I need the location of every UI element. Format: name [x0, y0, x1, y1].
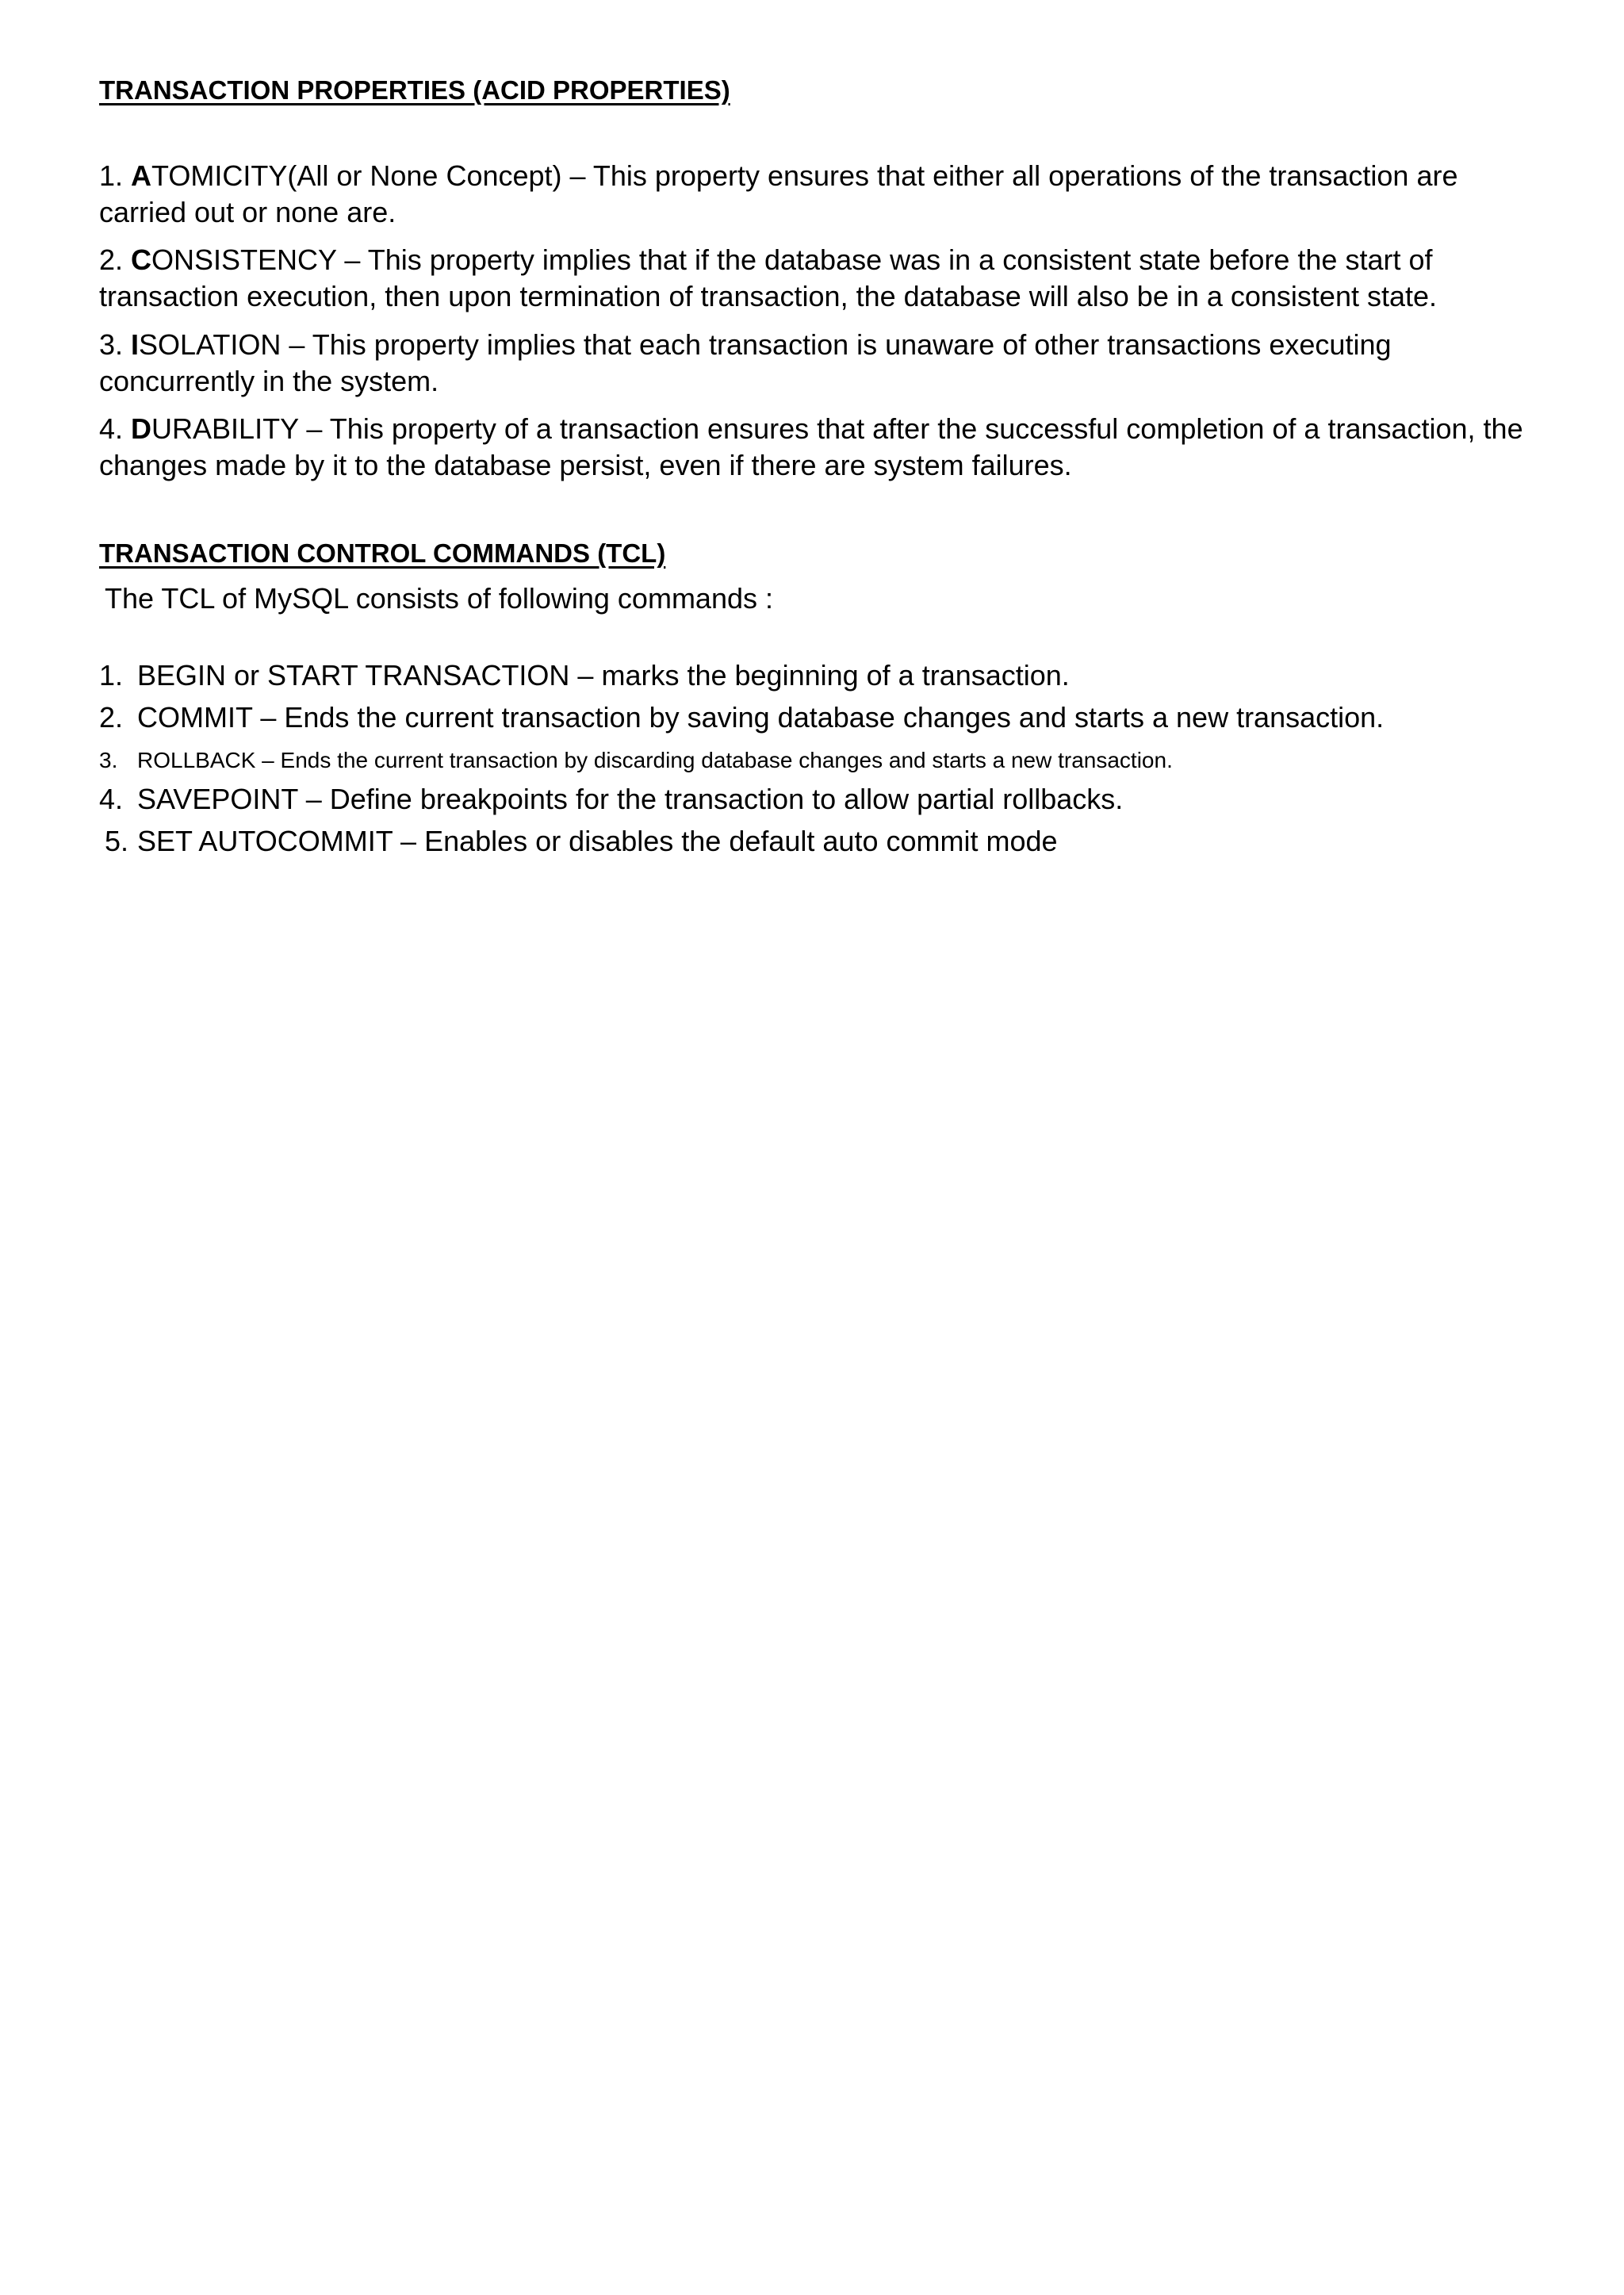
acid-heading: TRANSACTION PROPERTIES (ACID PROPERTIES): [99, 75, 730, 105]
acid-item-text: SOLATION – This property implies that each transaction is unaware of other transactions executing concurrently in the system.: [99, 328, 1392, 397]
tcl-item-text: COMMIT – Ends the current transaction by saving database changes and starts a new transaction.: [137, 701, 1385, 734]
acid-item-letter: C: [131, 243, 152, 276]
acid-item-text: ONSISTENCY – This property implies that if the database was in a consistent state before the start of transaction execution, then upon termination of transaction, the database will also be in a consistent state.: [99, 243, 1438, 312]
acid-item-durability: [99, 411, 1526, 484]
tcl-intro: The TCL of MySQL consists of following commands :: [105, 582, 773, 615]
tcl-item-commit: [99, 703, 1384, 732]
acid-item-atomicity: [99, 158, 1526, 231]
acid-item-consistency: [99, 242, 1526, 315]
acid-item-text: TOMICITY(All or None Concept) – This property ensures that either all operations of the transaction are carried out or none are.: [99, 159, 1458, 228]
tcl-item-number: 2.: [99, 701, 124, 734]
tcl-item-text: SAVEPOINT – Define breakpoints for the transaction to allow partial rollbacks.: [137, 783, 1124, 815]
acid-item-letter: D: [131, 412, 152, 445]
tcl-heading: TRANSACTION CONTROL COMMANDS (TCL): [99, 538, 666, 568]
tcl-item-savepoint: [99, 785, 1123, 814]
acid-item-letter: A: [131, 159, 152, 192]
tcl-item-begin: [99, 661, 1070, 690]
acid-item-number: 2.: [99, 243, 132, 276]
tcl-item-number: 4.: [99, 783, 124, 815]
tcl-item-number: 1.: [99, 659, 124, 692]
acid-item-isolation: [99, 327, 1526, 400]
tcl-item-text: BEGIN or START TRANSACTION – marks the beginning of a transaction.: [137, 659, 1070, 692]
tcl-item-rollback: [99, 749, 1173, 772]
tcl-item-number: 3.: [99, 748, 118, 772]
acid-item-text: URABILITY – This property of a transaction ensures that after the successful completion of a transaction, the changes made by it to the database persist, even if there are system failures.: [99, 412, 1523, 481]
tcl-item-autocommit: [105, 827, 1058, 856]
tcl-item-text: SET AUTOCOMMIT – Enables or disables the default auto commit mode: [137, 825, 1058, 857]
tcl-item-number: 5.: [105, 825, 129, 857]
tcl-item-text: ROLLBACK – Ends the current transaction by discarding database changes and starts a new transaction.: [137, 748, 1173, 772]
acid-item-number: 1.: [99, 159, 132, 192]
acid-item-letter: I: [131, 328, 140, 361]
acid-item-number: 4.: [99, 412, 132, 445]
acid-item-number: 3.: [99, 328, 132, 361]
